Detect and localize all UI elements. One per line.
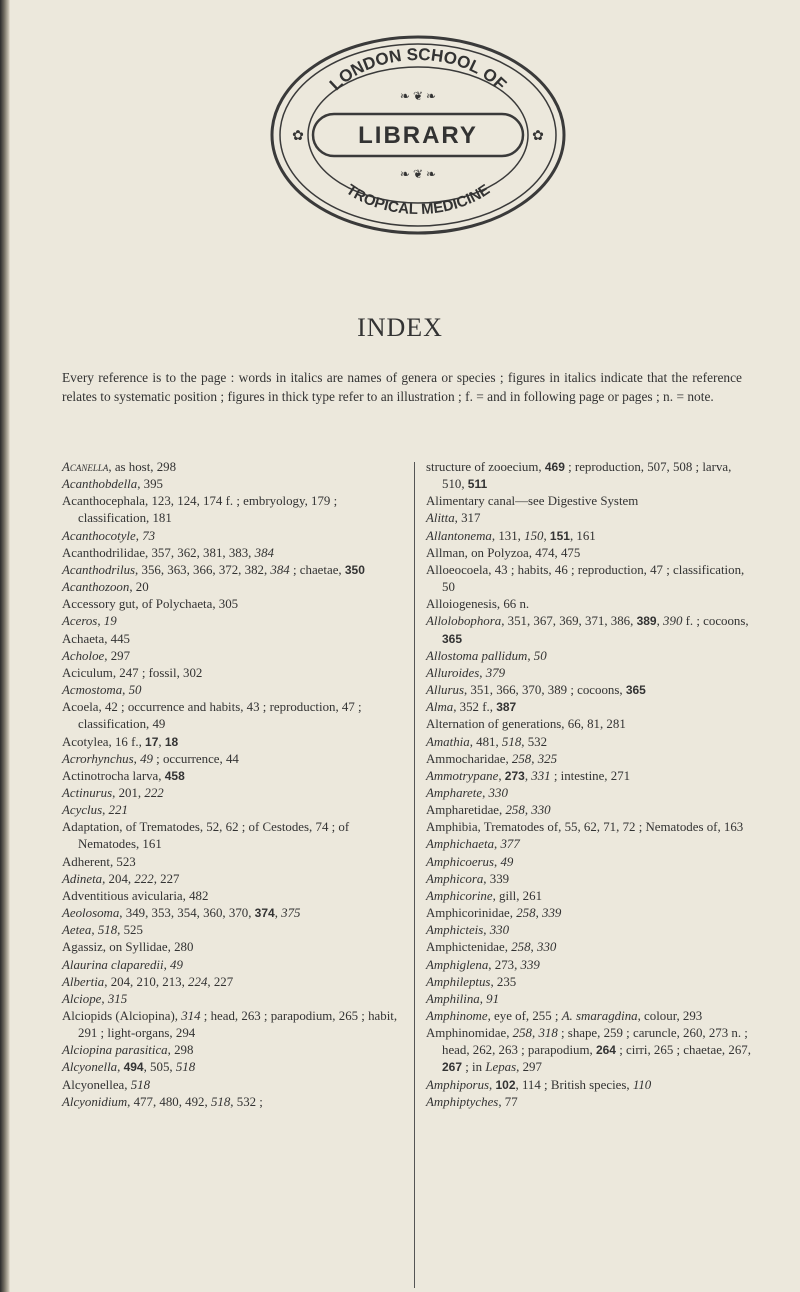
index-entry: Alternation of generations, 66, 81, 281	[426, 717, 626, 732]
index-entry: Acanthocephala, 123, 124, 174 f. ; embryology, 179 ; classification, 181	[62, 494, 338, 526]
index-entry: Agassiz, on Syllidae, 280	[62, 940, 194, 955]
index-entry: Alciopids (Alciopina), 314 ; head, 263 ; parapodium, 265 ; habit, 291 ; light-organs, 294	[62, 1009, 398, 1041]
index-entry: Aeolosoma, 349, 353, 354, 360, 370, 374, 375	[62, 906, 301, 921]
index-entry: Amphicteis, 330	[426, 923, 510, 938]
index-entry: Acanthobdella, 395	[62, 477, 163, 492]
index-entry: Ammocharidae, 258, 325	[426, 751, 558, 766]
index-entry: Acyclus, 221	[62, 803, 128, 818]
index-entry: Acanthodrilus, 356, 363, 366, 372, 382, 384 ; chaetae, 350	[62, 562, 365, 577]
index-entry: Alluroides, 379	[426, 665, 506, 680]
index-entry: Amphicora, 339	[426, 871, 510, 886]
index-entry: Alma, 352 f., 387	[426, 700, 517, 715]
index-entry: Amphichaeta, 377	[426, 837, 520, 852]
index-entry: Adherent, 523	[62, 854, 136, 869]
index-entry: structure of zooecium, 469 ; reproduction, 507, 508 ; larva, 510, 511	[426, 460, 732, 492]
index-entry: Acanthocotyle, 73	[62, 528, 156, 543]
index-entry: Amphileptus, 235	[426, 974, 517, 989]
index-entry: Amphiporus, 102, 114 ; British species, 110	[426, 1077, 652, 1092]
svg-text:❧ ❦ ❧: ❧ ❦ ❧	[399, 89, 437, 103]
svg-text:✿: ✿	[292, 129, 304, 144]
index-entry: Amphictenidae, 258, 330	[426, 940, 557, 955]
stamp-library-text: LIBRARY	[358, 122, 478, 149]
svg-text:LONDON SCHOOL OF	[326, 45, 510, 94]
index-entry: Amphiptyches, 77	[426, 1094, 518, 1109]
index-entry: Albertia, 204, 210, 213, 224, 227	[62, 974, 234, 989]
index-entry: Adineta, 204, 222, 227	[62, 871, 180, 886]
index-entry: Adaptation, of Trematodes, 52, 62 ; of Cestodes, 74 ; of Nematodes, 161	[62, 820, 350, 852]
index-entry: Allman, on Polyzoa, 474, 475	[426, 545, 581, 560]
stamp-bottom-text: TROPICAL MEDICINE	[343, 181, 493, 219]
index-entry: Allostoma pallidum, 50	[426, 648, 547, 663]
index-entry: Acanthodrilidae, 357, 362, 381, 383, 384	[62, 545, 274, 560]
library-stamp	[268, 30, 568, 240]
index-entry: Amphinome, eye of, 255 ; A. smaragdina, colour, 293	[426, 1009, 703, 1023]
index-entry: Amphicorinidae, 258, 339	[426, 906, 562, 921]
index-entry: Amphiglena, 273, 339	[426, 957, 540, 972]
index-entry: Amphicoerus, 49	[426, 854, 514, 869]
page-title: INDEX	[357, 313, 443, 342]
index-entry: Amathia, 481, 518, 532	[426, 734, 548, 749]
index-entry: Acanella, as host, 298	[62, 460, 177, 474]
index-entry: Aciculum, 247 ; fossil, 302	[62, 665, 203, 680]
index-entry: Amphicorine, gill, 261	[426, 888, 543, 903]
index-entry: Amphilina, 91	[426, 991, 500, 1006]
index-entry: Actinotrocha larva, 458	[62, 768, 185, 783]
index-entry: Ammotrypane, 273, 331 ; intestine, 271	[426, 768, 631, 783]
index-entry: Actinurus, 201, 222	[62, 785, 164, 800]
index-entry: Ampharetidae, 258, 330	[426, 803, 551, 818]
index-entry: Aceros, 19	[62, 614, 117, 629]
svg-text:✿: ✿	[532, 129, 544, 144]
index-entry: Alcyonidium, 477, 480, 492, 518, 532 ;	[62, 1094, 263, 1109]
index-entry: Alitta, 317	[426, 511, 481, 526]
index-entry: Accessory gut, of Polychaeta, 305	[62, 597, 239, 612]
svg-text:TROPICAL MEDICINE	[343, 181, 493, 218]
index-entry: Amphibia, Trematodes of, 55, 62, 71, 72 ; Nematodes of, 163	[426, 820, 744, 835]
index-entry: Alciopina parasitica, 298	[62, 1043, 194, 1058]
index-entry: Alloiogenesis, 66 n.	[426, 597, 530, 612]
index-entry: Amphinomidae, 258, 318 ; shape, 259 ; caruncle, 260, 273 n. ; head, 262, 263 ; parapodium, 264 ; cirri, 265 ; chaetae, 267, 267 ; in Lepas, 297	[426, 1026, 751, 1075]
index-entry: Adventitious avicularia, 482	[62, 888, 209, 903]
index-entry: Alloeocoela, 43 ; habits, 46 ; reproduction, 47 ; classification, 50	[426, 562, 745, 595]
index-entry: Acotylea, 16 f., 17, 18	[62, 734, 179, 749]
index-entry: Allantonema, 131, 150, 151, 161	[426, 528, 596, 543]
index-entry: Alciope, 315	[62, 991, 128, 1006]
index-entry: Alimentary canal—see Digestive System	[426, 494, 639, 509]
index-entry: Acanthozoon, 20	[62, 580, 149, 595]
index-column-left	[62, 459, 407, 1111]
index-entry: Aetea, 518, 525	[62, 923, 143, 938]
index-entry: Acholoe, 297	[62, 648, 131, 663]
index-entry: Allolobophora, 351, 367, 369, 371, 386, 389, 390 f. ; cocoons, 365	[426, 614, 749, 646]
index-entry: Acoela, 42 ; occurrence and habits, 43 ; reproduction, 47 ; classification, 49	[62, 700, 362, 732]
index-entry: Ampharete, 330	[426, 785, 508, 800]
svg-text:❧ ❦ ❧: ❧ ❦ ❧	[399, 167, 437, 181]
index-entry: Achaeta, 445	[62, 631, 131, 646]
index-intro: Every reference is to the page : words in italics are names of genera or species ; figures in italics indicate that the reference relates to systematic position ; figures in thick type refer to an illustration ; f. = and in following page or pages ; n. = note.	[62, 370, 742, 404]
index-entry: Allurus, 351, 366, 370, 389 ; cocoons, 365	[426, 683, 646, 698]
index-entry: Acrorhynchus, 49 ; occurrence, 44	[62, 751, 239, 766]
page-edge	[0, 0, 10, 1292]
index-entry: Alaurina claparedii, 49	[62, 957, 183, 972]
index-entry: Alcyonella, 494, 505, 518	[62, 1060, 196, 1075]
column-divider	[414, 462, 415, 1288]
index-column-right	[426, 459, 751, 1111]
stamp-top-text: LONDON SCHOOL OF	[325, 44, 511, 95]
index-entry: Alcyonellea, 518	[62, 1077, 151, 1092]
index-entry: Acmostoma, 50	[62, 683, 142, 698]
